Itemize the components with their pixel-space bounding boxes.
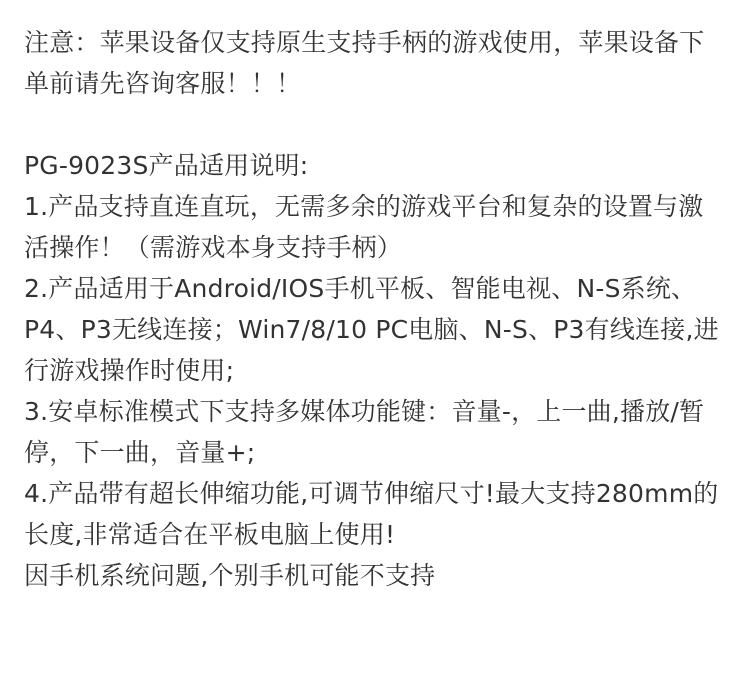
list-item: 1.产品支持直连直玩，无需多余的游戏平台和复杂的设置与激活操作！（需游戏本身支持手柄） [24,192,704,262]
page-title: PG-9023S产品适用说明: [24,151,309,180]
list-item: 3.安卓标准模式下支持多媒体功能键：音量-，上一曲,播放/暂停，下一曲，音量+; [24,397,705,467]
spacer [24,104,726,145]
list-item: 2.产品适用于Android/IOS手机平板、智能电视、N-S系统、P4、P3无线连接；Win7/8/10 PC电脑、N-S、P3有线连接,进行游戏操作时使用; [24,274,719,385]
compatibility-footnote: 因手机系统问题,个别手机可能不支持 [24,561,436,590]
list-item: 4.产品带有超长伸缩功能,可调节伸缩尺寸!最大支持280mm的长度,非常适合在平板电脑上使用! [24,479,719,549]
apple-device-notice: 注意：苹果设备仅支持原生支持手柄的游戏使用，苹果设备下单前请先咨询客服！！！ [24,28,705,98]
